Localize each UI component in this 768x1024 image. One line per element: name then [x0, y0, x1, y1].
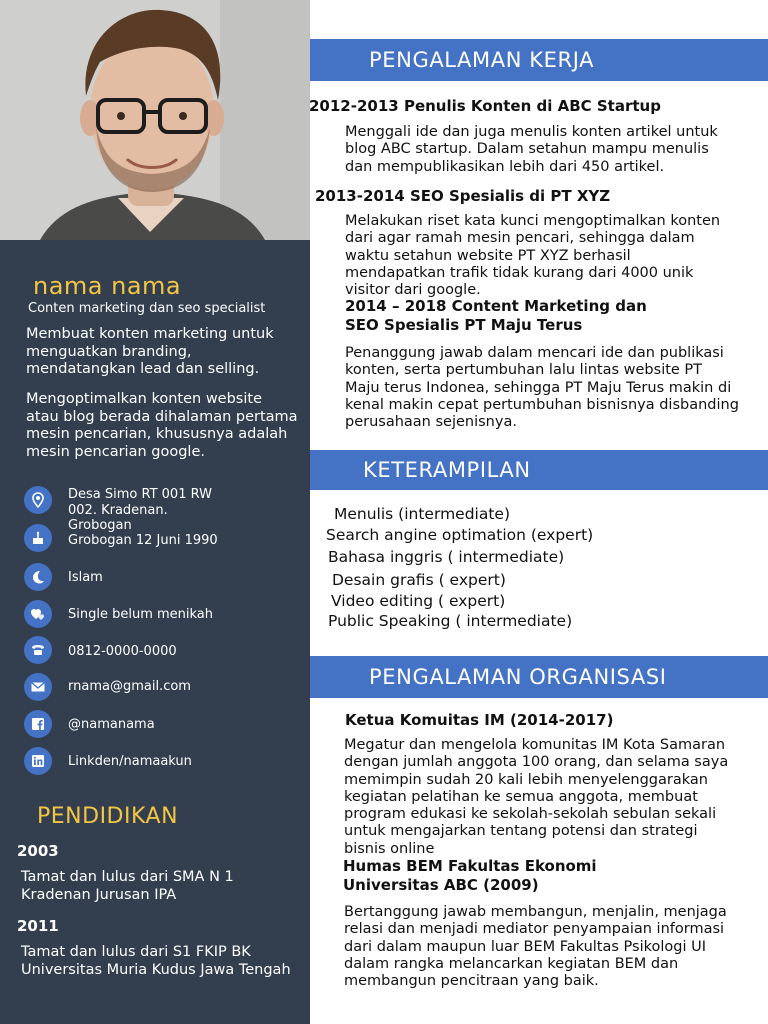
address-line-1: Desa Simo RT 001 RW — [68, 487, 212, 502]
facebook-icon — [24, 710, 52, 738]
skill-item: Menulis (intermediate) — [334, 505, 511, 523]
experience-title: 2014 – 2018 Content Marketing dan SEO Spesialis PT Maju Terus — [345, 297, 647, 334]
skill-item: Bahasa inggris ( intermediate) — [328, 548, 565, 566]
address-line-2: 002. Kradenan. — [68, 502, 168, 518]
skills-heading: KETERAMPILAN — [363, 458, 531, 482]
linkedin-icon — [24, 747, 52, 775]
skills-heading-band — [310, 450, 768, 490]
sidebar — [0, 0, 310, 1024]
location-pin-icon — [24, 486, 52, 514]
organization-title: Humas BEM Fakultas Ekonomi Universitas ABC (2009) — [343, 857, 597, 894]
skill-item: Search angine optimation (expert) — [326, 526, 594, 544]
skill-item: Public Speaking ( intermediate) — [328, 612, 573, 630]
address-line-3: Grobogan — [68, 518, 132, 533]
experience-title: 2013-2014 SEO Spesialis di PT XYZ — [315, 187, 611, 205]
birth-info: Grobogan 12 Juni 1990 — [68, 533, 218, 548]
experience-title: 2012-2013 Penulis Konten di ABC Startup — [309, 97, 661, 115]
person-name: nama nama — [33, 272, 182, 300]
organization-title: Ketua Komuitas IM (2014-2017) — [345, 711, 614, 729]
education-desc: Tamat dan lulus dari S1 FKIP BK Universitas Muria Kudus Jawa Tengah — [21, 944, 291, 978]
education-heading: PENDIDIKAN — [37, 804, 179, 829]
phone-number: 0812-0000-0000 — [68, 644, 177, 659]
envelope-icon — [24, 673, 52, 701]
organization-desc: Bertanggung jawab membangun, menjalin, menjaga relasi dan menjadi mediator penyampaian informasi dari dalam maupun luar BEM Fakultas Psikologi UI dalam rangka melancarkan kegiatan BEM dan membangun pencitraan yang baik. — [344, 904, 727, 990]
experience-heading: PENGALAMAN KERJA — [369, 48, 595, 72]
education-desc: Tamat dan lulus dari SMA N 1 Kradenan Jurusan IPA — [21, 869, 234, 903]
profile-photo — [0, 0, 310, 240]
summary-paragraph-1: Membuat konten marketing untuk menguatkan branding, mendatangkan lead dan selling. — [26, 326, 274, 377]
hearts-icon — [24, 600, 52, 628]
organization-heading-band — [310, 656, 768, 698]
experience-heading-band — [310, 39, 768, 81]
experience-desc: Penanggung jawab dalam mencari ide dan publikasi konten, serta pertumbuhan lalu lintas website PT Maju terus Indonea, sehingga PT Maju Terus makin di kenal makin cepat pertumbuhan bisnisnya disbanding perusahaan sejenisnya. — [345, 345, 739, 431]
education-year: 2011 — [17, 917, 59, 935]
telephone-icon — [24, 636, 52, 664]
religion: Islam — [68, 570, 103, 585]
organization-heading: PENGALAMAN ORGANISASI — [369, 665, 667, 689]
marital-status: Single belum menikah — [68, 607, 214, 622]
skill-item: Video editing ( expert) — [331, 592, 506, 610]
job-tagline: Conten marketing dan seo specialist — [28, 301, 266, 316]
experience-desc: Melakukan riset kata kunci mengoptimalkan konten dari agar ramah mesin pencari, sehingga dalam waktu setahun website PT XYZ berhasil mendapatkan trafik tidak kurang dari 4000 unik visitor dari google. — [345, 213, 721, 299]
linkedin-handle: Linkden/namaakun — [68, 754, 192, 769]
facebook-handle: @namanama — [68, 717, 155, 732]
email-address: rnama@gmail.com — [68, 679, 191, 694]
cake-icon — [24, 524, 52, 552]
experience-desc: Menggali ide dan juga menulis konten artikel untuk blog ABC startup. Dalam setahun mampu menulis dan mempublikasikan lebih dari 450 artikel. — [345, 124, 718, 175]
address — [68, 487, 212, 534]
summary-paragraph-2: Mengoptimalkan konten website atau blog berada dihalaman pertama mesin pencarian, khususnya adalah mesin pencarian google. — [26, 391, 298, 460]
education-year: 2003 — [17, 842, 59, 860]
crescent-moon-icon — [24, 563, 52, 591]
organization-desc: Megatur dan mengelola komunitas IM Kota Samaran dengan jumlah anggota 100 orang, dan selama saya memimpin sudah 20 kali lebih menyelenggarakan kegiatan pelatihan ke semua anggota, membuat program edukasi ke sekolah-sekolah sebulan sekali untuk mengajarkan tentang potensi dan strategi bisnis online — [344, 737, 729, 857]
skill-item: Desain grafis ( expert) — [332, 571, 506, 589]
